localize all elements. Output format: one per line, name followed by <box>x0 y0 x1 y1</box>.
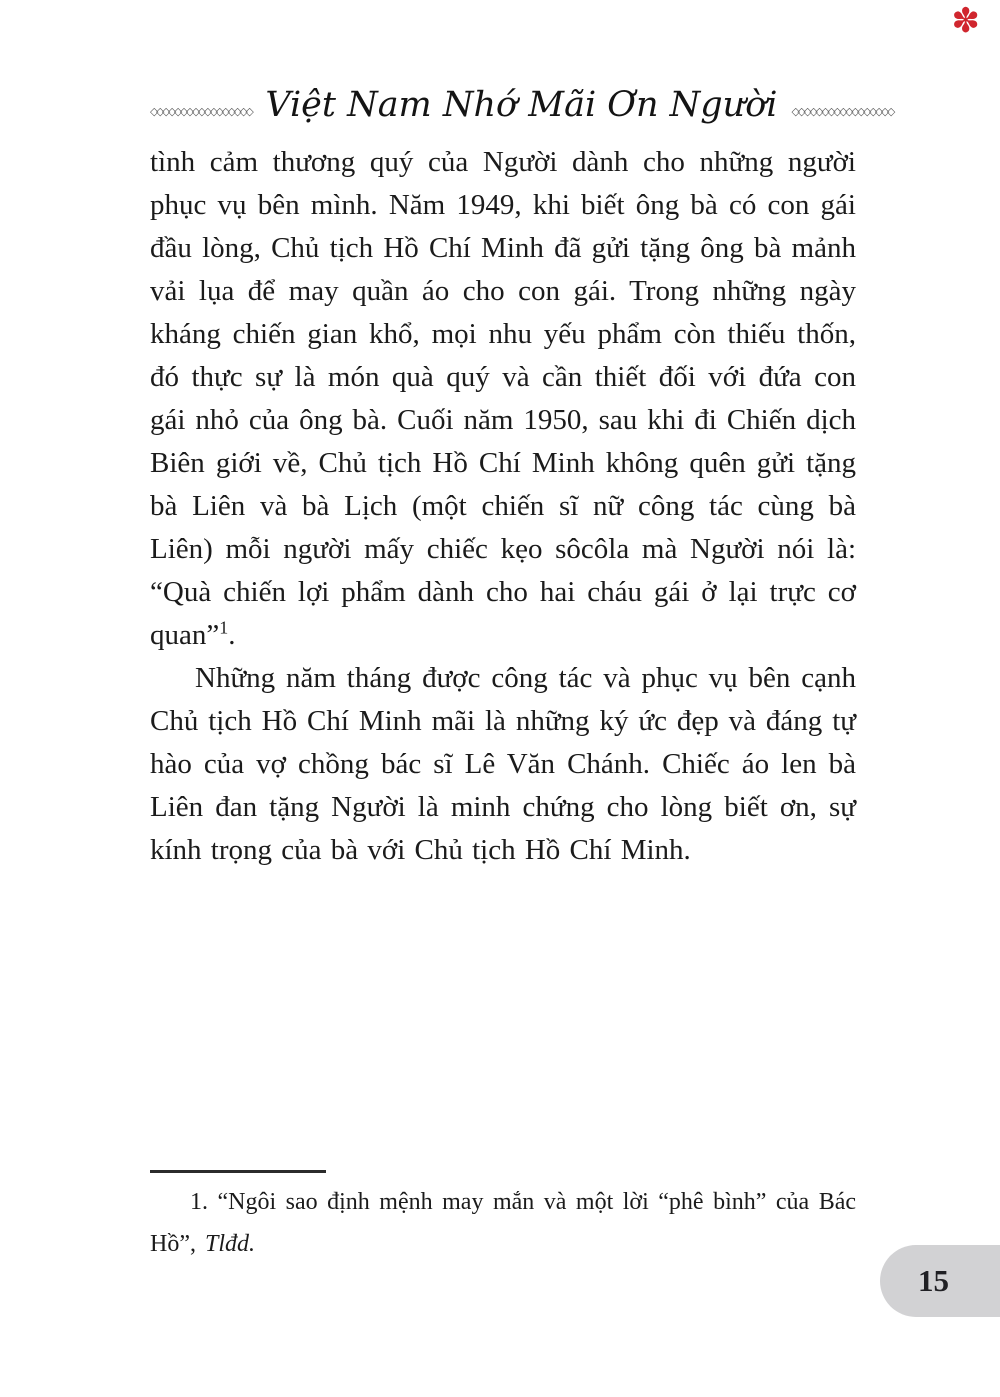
footnote-source-abbrev: Tlđd. <box>204 1231 255 1257</box>
chain-ornament-right: ◇◇◇◇◇◇◇◇◇◇◇◇◇◇◇◇◇ <box>791 104 893 118</box>
footnote-area <box>150 1170 856 1265</box>
flower-ornament-icon: ✽ <box>951 1 980 41</box>
paragraph-1-period: . <box>228 619 236 651</box>
chain-ornament-left: ◇◇◇◇◇◇◇◇◇◇◇◇◇◇◇◇◇ <box>150 104 252 118</box>
paragraph-1-text: tình cảm thương quý của Người dành cho những người phục vụ bên mình. Năm 1949, khi biết ông bà có con gái đầu lòng, Chủ tịch Hồ Chí Minh đã gửi tặng ông bà mảnh vải lụa để may quần áo cho con gái. Trong những ngày kháng chiến gian khổ, mọi nhu yếu phẩm còn thiếu thốn, đó thực sự là món quà quý và cần thiết đối với đứa con gái nhỏ của ông bà. Cuối năm 1950, sau khi đi Chiến dịch Biên giới về, Chủ tịch Hồ Chí Minh không quên gửi tặng bà Liên và bà Lịch (một chiến sĩ nữ công tác cùng bà Liên) mỗi người mấy chiếc kẹo sôcôla mà Người nói là: “Quà chiến lợi phẩm dành cho hai cháu gái ở lại trực cơ quan” <box>150 146 856 651</box>
paragraph-1 <box>150 141 856 657</box>
running-header-title: Việt Nam Nhớ Mãi Ơn Người <box>265 85 778 125</box>
footnote-reference: 1 <box>219 617 229 638</box>
page-number: 15 <box>918 1263 949 1298</box>
footnote <box>150 1181 856 1265</box>
running-header <box>150 84 893 126</box>
footnote-separator-rule <box>150 1170 326 1173</box>
page-number-badge <box>880 1245 1000 1317</box>
page-body <box>150 141 856 872</box>
paragraph-2: Những năm tháng được công tác và phục vụ bên cạnh Chủ tịch Hồ Chí Minh mãi là những ký ức đẹp và đáng tự hào của vợ chồng bác sĩ Lê Văn Chánh. Chiếc áo len bà Liên đan tặng Người là minh chứng cho lòng biết ơn, sự kính trọng của bà với Chủ tịch Hồ Chí Minh. <box>150 662 856 866</box>
footnote-text: 1. “Ngôi sao định mệnh may mắn và một lời “phê bình” của Bác Hồ”, <box>150 1189 856 1257</box>
